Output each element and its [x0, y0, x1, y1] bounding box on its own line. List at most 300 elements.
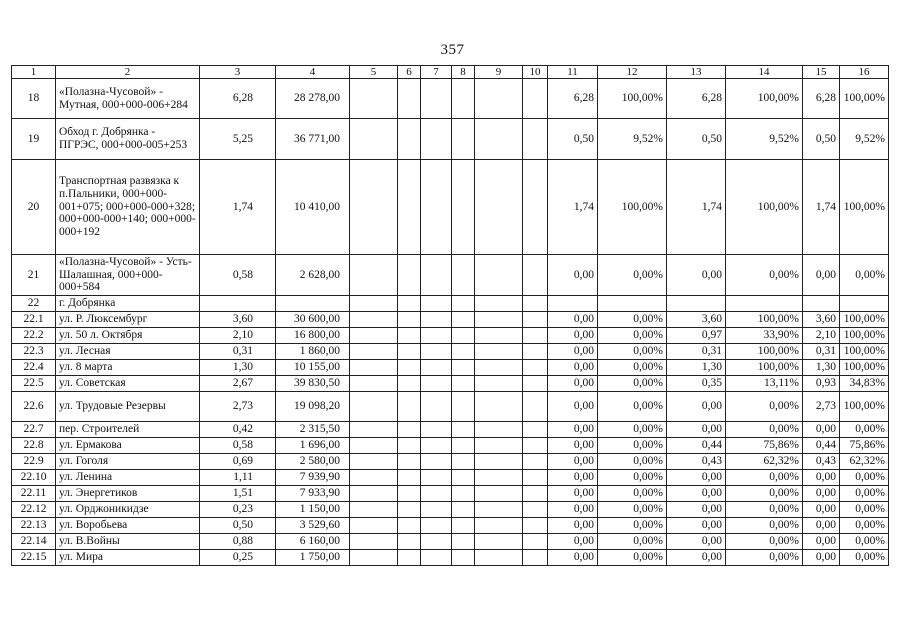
- empty-cell: [452, 518, 475, 534]
- empty-cell: [452, 312, 475, 328]
- road-name-cell: ул. Ленина: [56, 470, 200, 486]
- empty-cell: [350, 79, 398, 119]
- value-cell: 0,00%: [840, 470, 889, 486]
- value-cell: 0,00%: [598, 486, 667, 502]
- empty-cell: [523, 79, 548, 119]
- empty-cell: [475, 422, 523, 438]
- empty-cell: [475, 502, 523, 518]
- value-cell: 0,00%: [840, 422, 889, 438]
- road-name-cell: Обход г. Добрянка - ПГРЭС, 000+000-005+253: [56, 119, 200, 160]
- column-number-row: [12, 66, 889, 79]
- value-cell: 0,00%: [598, 360, 667, 376]
- road-name-cell: «Полазна-Чусовой» - Мутная, 000+000-006+284: [56, 79, 200, 119]
- empty-cell: [452, 376, 475, 392]
- empty-cell: [350, 376, 398, 392]
- value-cell: 0,00%: [598, 255, 667, 296]
- value-cell: 0,00%: [598, 502, 667, 518]
- cost-cell: 1 150,00: [276, 502, 350, 518]
- value-cell: 0,00%: [598, 376, 667, 392]
- value-cell: 100,00%: [840, 328, 889, 344]
- table-row: [12, 312, 889, 328]
- value-cell: 6,28: [548, 79, 598, 119]
- row-number-cell: 21: [12, 255, 56, 296]
- empty-cell: [350, 255, 398, 296]
- value-cell: 0,00%: [726, 518, 803, 534]
- value-cell: [598, 296, 667, 312]
- empty-cell: [398, 79, 421, 119]
- empty-cell: [421, 438, 452, 454]
- value-cell: 0,00%: [840, 486, 889, 502]
- value-cell: 0,00%: [840, 534, 889, 550]
- road-name-cell: г. Добрянка: [56, 296, 200, 312]
- empty-cell: [350, 392, 398, 422]
- table-row: [12, 119, 889, 160]
- column-number-cell: 15: [803, 66, 840, 79]
- empty-cell: [421, 454, 452, 470]
- value-cell: 62,32%: [726, 454, 803, 470]
- road-name-cell: ул. Орджоникидзе: [56, 502, 200, 518]
- cost-cell: 1 696,00: [276, 438, 350, 454]
- value-cell: 0,00%: [726, 534, 803, 550]
- value-cell: 3,60: [803, 312, 840, 328]
- empty-cell: [523, 518, 548, 534]
- cost-cell: 1 750,00: [276, 550, 350, 566]
- value-cell: 0,00: [667, 470, 726, 486]
- cost-cell: 3 529,60: [276, 518, 350, 534]
- row-number-cell: 22.14: [12, 534, 56, 550]
- row-number-cell: 22.12: [12, 502, 56, 518]
- empty-cell: [350, 486, 398, 502]
- value-cell: 0,00: [548, 392, 598, 422]
- empty-cell: [452, 422, 475, 438]
- table-row: [12, 454, 889, 470]
- empty-cell: [398, 392, 421, 422]
- value-cell: 100,00%: [726, 344, 803, 360]
- value-cell: 0,00: [803, 422, 840, 438]
- value-cell: 0,31: [667, 344, 726, 360]
- empty-cell: [421, 392, 452, 422]
- cost-cell: 1 860,00: [276, 344, 350, 360]
- road-name-cell: ул. Лесная: [56, 344, 200, 360]
- length-cell: 5,25: [200, 119, 276, 160]
- road-name-cell: ул. Энергетиков: [56, 486, 200, 502]
- cost-cell: 10 155,00: [276, 360, 350, 376]
- value-cell: 0,00: [548, 534, 598, 550]
- row-number-cell: 22.9: [12, 454, 56, 470]
- empty-cell: [523, 470, 548, 486]
- table-row: [12, 422, 889, 438]
- empty-cell: [421, 534, 452, 550]
- empty-cell: [350, 312, 398, 328]
- empty-cell: [350, 454, 398, 470]
- empty-cell: [475, 518, 523, 534]
- empty-cell: [475, 255, 523, 296]
- cost-cell: 36 771,00: [276, 119, 350, 160]
- table-row: [12, 392, 889, 422]
- column-number-cell: 12: [598, 66, 667, 79]
- value-cell: [803, 296, 840, 312]
- value-cell: 0,00: [548, 438, 598, 454]
- row-number-cell: 22.1: [12, 312, 56, 328]
- value-cell: 0,00%: [598, 550, 667, 566]
- empty-cell: [398, 438, 421, 454]
- empty-cell: [452, 392, 475, 422]
- cost-cell: 2 315,50: [276, 422, 350, 438]
- empty-cell: [452, 79, 475, 119]
- empty-cell: [523, 534, 548, 550]
- road-name-cell: ул. В.Войны: [56, 534, 200, 550]
- empty-cell: [523, 296, 548, 312]
- length-cell: 0,88: [200, 534, 276, 550]
- empty-cell: [398, 328, 421, 344]
- row-number-cell: 22.4: [12, 360, 56, 376]
- road-name-cell: ул. Советская: [56, 376, 200, 392]
- empty-cell: [350, 518, 398, 534]
- empty-cell: [452, 296, 475, 312]
- value-cell: 0,44: [667, 438, 726, 454]
- empty-cell: [398, 344, 421, 360]
- column-number-cell: 9: [475, 66, 523, 79]
- empty-cell: [452, 360, 475, 376]
- empty-cell: [452, 344, 475, 360]
- road-name-cell: пер. Строителей: [56, 422, 200, 438]
- length-cell: 2,67: [200, 376, 276, 392]
- value-cell: 3,60: [667, 312, 726, 328]
- value-cell: 100,00%: [840, 344, 889, 360]
- empty-cell: [523, 344, 548, 360]
- empty-cell: [452, 470, 475, 486]
- empty-cell: [421, 328, 452, 344]
- length-cell: 0,25: [200, 550, 276, 566]
- value-cell: 13,11%: [726, 376, 803, 392]
- value-cell: 0,00%: [598, 534, 667, 550]
- empty-cell: [421, 360, 452, 376]
- empty-cell: [475, 392, 523, 422]
- empty-cell: [350, 119, 398, 160]
- table-row: [12, 255, 889, 296]
- table-row: [12, 360, 889, 376]
- empty-cell: [398, 518, 421, 534]
- length-cell: 6,28: [200, 79, 276, 119]
- empty-cell: [452, 328, 475, 344]
- cost-cell: 7 939,90: [276, 470, 350, 486]
- empty-cell: [421, 344, 452, 360]
- value-cell: 0,00%: [598, 392, 667, 422]
- value-cell: 2,10: [803, 328, 840, 344]
- row-number-cell: 22.15: [12, 550, 56, 566]
- cost-cell: 16 800,00: [276, 328, 350, 344]
- length-cell: 2,73: [200, 392, 276, 422]
- length-cell: 0,42: [200, 422, 276, 438]
- value-cell: 0,00: [667, 518, 726, 534]
- value-cell: 0,00: [667, 422, 726, 438]
- empty-cell: [523, 502, 548, 518]
- row-number-cell: 22.10: [12, 470, 56, 486]
- empty-cell: [475, 79, 523, 119]
- cost-cell: 28 278,00: [276, 79, 350, 119]
- empty-cell: [398, 502, 421, 518]
- value-cell: 0,00%: [726, 255, 803, 296]
- row-number-cell: 18: [12, 79, 56, 119]
- empty-cell: [475, 312, 523, 328]
- value-cell: 0,00%: [598, 328, 667, 344]
- road-data-table: [11, 65, 889, 566]
- empty-cell: [475, 160, 523, 255]
- table-row: [12, 470, 889, 486]
- value-cell: 0,00: [548, 486, 598, 502]
- empty-cell: [523, 160, 548, 255]
- column-number-cell: 8: [452, 66, 475, 79]
- value-cell: 6,28: [803, 79, 840, 119]
- value-cell: 100,00%: [726, 160, 803, 255]
- column-number-cell: 3: [200, 66, 276, 79]
- value-cell: 100,00%: [840, 79, 889, 119]
- row-number-cell: 22.3: [12, 344, 56, 360]
- value-cell: 0,93: [803, 376, 840, 392]
- table-row: [12, 328, 889, 344]
- value-cell: 0,00: [803, 255, 840, 296]
- value-cell: 0,00%: [726, 550, 803, 566]
- value-cell: 0,00: [667, 550, 726, 566]
- value-cell: 75,86%: [726, 438, 803, 454]
- empty-cell: [398, 454, 421, 470]
- empty-cell: [475, 486, 523, 502]
- length-cell: 0,58: [200, 255, 276, 296]
- empty-cell: [523, 255, 548, 296]
- value-cell: 0,43: [667, 454, 726, 470]
- empty-cell: [452, 438, 475, 454]
- table-row: [12, 296, 889, 312]
- column-number-cell: 4: [276, 66, 350, 79]
- column-number-cell: 10: [523, 66, 548, 79]
- empty-cell: [452, 534, 475, 550]
- length-cell: 1,51: [200, 486, 276, 502]
- value-cell: 0,43: [803, 454, 840, 470]
- value-cell: 1,74: [548, 160, 598, 255]
- length-cell: [200, 296, 276, 312]
- value-cell: 0,00: [548, 360, 598, 376]
- road-name-cell: ул. Мира: [56, 550, 200, 566]
- empty-cell: [398, 470, 421, 486]
- empty-cell: [523, 454, 548, 470]
- value-cell: [840, 296, 889, 312]
- empty-cell: [350, 534, 398, 550]
- column-number-cell: 16: [840, 66, 889, 79]
- empty-cell: [398, 119, 421, 160]
- empty-cell: [452, 255, 475, 296]
- value-cell: 0,00: [803, 502, 840, 518]
- row-number-cell: 22.8: [12, 438, 56, 454]
- empty-cell: [350, 328, 398, 344]
- value-cell: 0,00%: [840, 255, 889, 296]
- empty-cell: [475, 534, 523, 550]
- value-cell: 0,00%: [598, 344, 667, 360]
- column-number-cell: 2: [56, 66, 200, 79]
- value-cell: [667, 296, 726, 312]
- empty-cell: [475, 119, 523, 160]
- empty-cell: [421, 160, 452, 255]
- cost-cell: 19 098,20: [276, 392, 350, 422]
- empty-cell: [421, 296, 452, 312]
- empty-cell: [475, 550, 523, 566]
- value-cell: 75,86%: [840, 438, 889, 454]
- empty-cell: [475, 470, 523, 486]
- road-name-cell: ул. Воробьева: [56, 518, 200, 534]
- row-number-cell: 22.2: [12, 328, 56, 344]
- road-name-cell: «Полазна-Чусовой» - Усть-Шалашная, 000+000-000+584: [56, 255, 200, 296]
- value-cell: 0,00: [803, 486, 840, 502]
- value-cell: 100,00%: [598, 79, 667, 119]
- value-cell: 0,00%: [598, 422, 667, 438]
- value-cell: 2,73: [803, 392, 840, 422]
- empty-cell: [421, 422, 452, 438]
- value-cell: 1,30: [667, 360, 726, 376]
- value-cell: 0,00: [667, 255, 726, 296]
- table-row: [12, 486, 889, 502]
- road-name-cell: ул. Р. Люксембург: [56, 312, 200, 328]
- empty-cell: [398, 376, 421, 392]
- empty-cell: [523, 360, 548, 376]
- value-cell: 0,00: [803, 470, 840, 486]
- value-cell: 0,00: [548, 328, 598, 344]
- column-number-cell: 11: [548, 66, 598, 79]
- value-cell: 0,00: [803, 534, 840, 550]
- empty-cell: [350, 550, 398, 566]
- empty-cell: [523, 328, 548, 344]
- value-cell: 0,00: [548, 550, 598, 566]
- road-name-cell: ул. Трудовые Резервы: [56, 392, 200, 422]
- cost-cell: [276, 296, 350, 312]
- value-cell: 100,00%: [726, 312, 803, 328]
- value-cell: 0,00: [667, 502, 726, 518]
- road-name-cell: ул. 8 марта: [56, 360, 200, 376]
- empty-cell: [398, 255, 421, 296]
- row-number-cell: 19: [12, 119, 56, 160]
- length-cell: 3,60: [200, 312, 276, 328]
- empty-cell: [523, 438, 548, 454]
- value-cell: 100,00%: [840, 160, 889, 255]
- value-cell: 1,74: [667, 160, 726, 255]
- empty-cell: [350, 160, 398, 255]
- empty-cell: [475, 296, 523, 312]
- empty-cell: [523, 486, 548, 502]
- empty-cell: [421, 119, 452, 160]
- empty-cell: [421, 312, 452, 328]
- empty-cell: [523, 376, 548, 392]
- table-row: [12, 502, 889, 518]
- value-cell: 0,00: [803, 518, 840, 534]
- length-cell: 1,30: [200, 360, 276, 376]
- value-cell: 0,00%: [840, 518, 889, 534]
- empty-cell: [350, 470, 398, 486]
- value-cell: 100,00%: [726, 79, 803, 119]
- empty-cell: [398, 550, 421, 566]
- empty-cell: [523, 392, 548, 422]
- value-cell: 0,00%: [598, 312, 667, 328]
- row-number-cell: 22: [12, 296, 56, 312]
- value-cell: 0,00: [667, 392, 726, 422]
- value-cell: 0,00%: [726, 392, 803, 422]
- length-cell: 0,31: [200, 344, 276, 360]
- value-cell: 0,31: [803, 344, 840, 360]
- value-cell: 0,00: [548, 344, 598, 360]
- value-cell: 62,32%: [840, 454, 889, 470]
- value-cell: 0,00%: [726, 486, 803, 502]
- table-row: [12, 160, 889, 255]
- table-row: [12, 344, 889, 360]
- road-name-cell: ул. Ермакова: [56, 438, 200, 454]
- cost-cell: 2 580,00: [276, 454, 350, 470]
- value-cell: 0,50: [803, 119, 840, 160]
- value-cell: 100,00%: [840, 360, 889, 376]
- empty-cell: [421, 470, 452, 486]
- value-cell: 1,74: [803, 160, 840, 255]
- empty-cell: [421, 376, 452, 392]
- road-name-cell: ул. 50 л. Октября: [56, 328, 200, 344]
- column-number-cell: 13: [667, 66, 726, 79]
- row-number-cell: 22.6: [12, 392, 56, 422]
- cost-cell: 6 160,00: [276, 534, 350, 550]
- value-cell: 0,00: [548, 255, 598, 296]
- empty-cell: [421, 255, 452, 296]
- road-name-cell: Транспортная развязка к п.Пальники, 000+000-001+075; 000+000-000+328; 000+000-000+140; 000+000-000+192: [56, 160, 200, 255]
- length-cell: 0,23: [200, 502, 276, 518]
- page-number: 357: [440, 42, 465, 58]
- empty-cell: [421, 79, 452, 119]
- road-name-cell: ул. Гоголя: [56, 454, 200, 470]
- empty-cell: [350, 360, 398, 376]
- cost-cell: 7 933,90: [276, 486, 350, 502]
- value-cell: [726, 296, 803, 312]
- cost-cell: 30 600,00: [276, 312, 350, 328]
- value-cell: 0,00%: [726, 422, 803, 438]
- empty-cell: [350, 344, 398, 360]
- empty-cell: [452, 160, 475, 255]
- value-cell: 0,00: [548, 422, 598, 438]
- empty-cell: [350, 422, 398, 438]
- table-row: [12, 79, 889, 119]
- empty-cell: [398, 534, 421, 550]
- length-cell: 1,74: [200, 160, 276, 255]
- empty-cell: [523, 550, 548, 566]
- row-number-cell: 20: [12, 160, 56, 255]
- value-cell: 100,00%: [598, 160, 667, 255]
- value-cell: 100,00%: [840, 392, 889, 422]
- table-row: [12, 376, 889, 392]
- empty-cell: [475, 454, 523, 470]
- table-row: [12, 438, 889, 454]
- value-cell: 0,00%: [726, 502, 803, 518]
- value-cell: 9,52%: [840, 119, 889, 160]
- value-cell: [548, 296, 598, 312]
- empty-cell: [398, 422, 421, 438]
- empty-cell: [475, 360, 523, 376]
- length-cell: 1,11: [200, 470, 276, 486]
- value-cell: 9,52%: [598, 119, 667, 160]
- value-cell: 0,00%: [598, 438, 667, 454]
- column-number-cell: 6: [398, 66, 421, 79]
- value-cell: 1,30: [803, 360, 840, 376]
- empty-cell: [350, 438, 398, 454]
- value-cell: 0,00: [548, 518, 598, 534]
- value-cell: 9,52%: [726, 119, 803, 160]
- value-cell: 0,00%: [598, 470, 667, 486]
- row-number-cell: 22.11: [12, 486, 56, 502]
- empty-cell: [452, 454, 475, 470]
- empty-cell: [523, 312, 548, 328]
- empty-cell: [475, 328, 523, 344]
- column-number-cell: 14: [726, 66, 803, 79]
